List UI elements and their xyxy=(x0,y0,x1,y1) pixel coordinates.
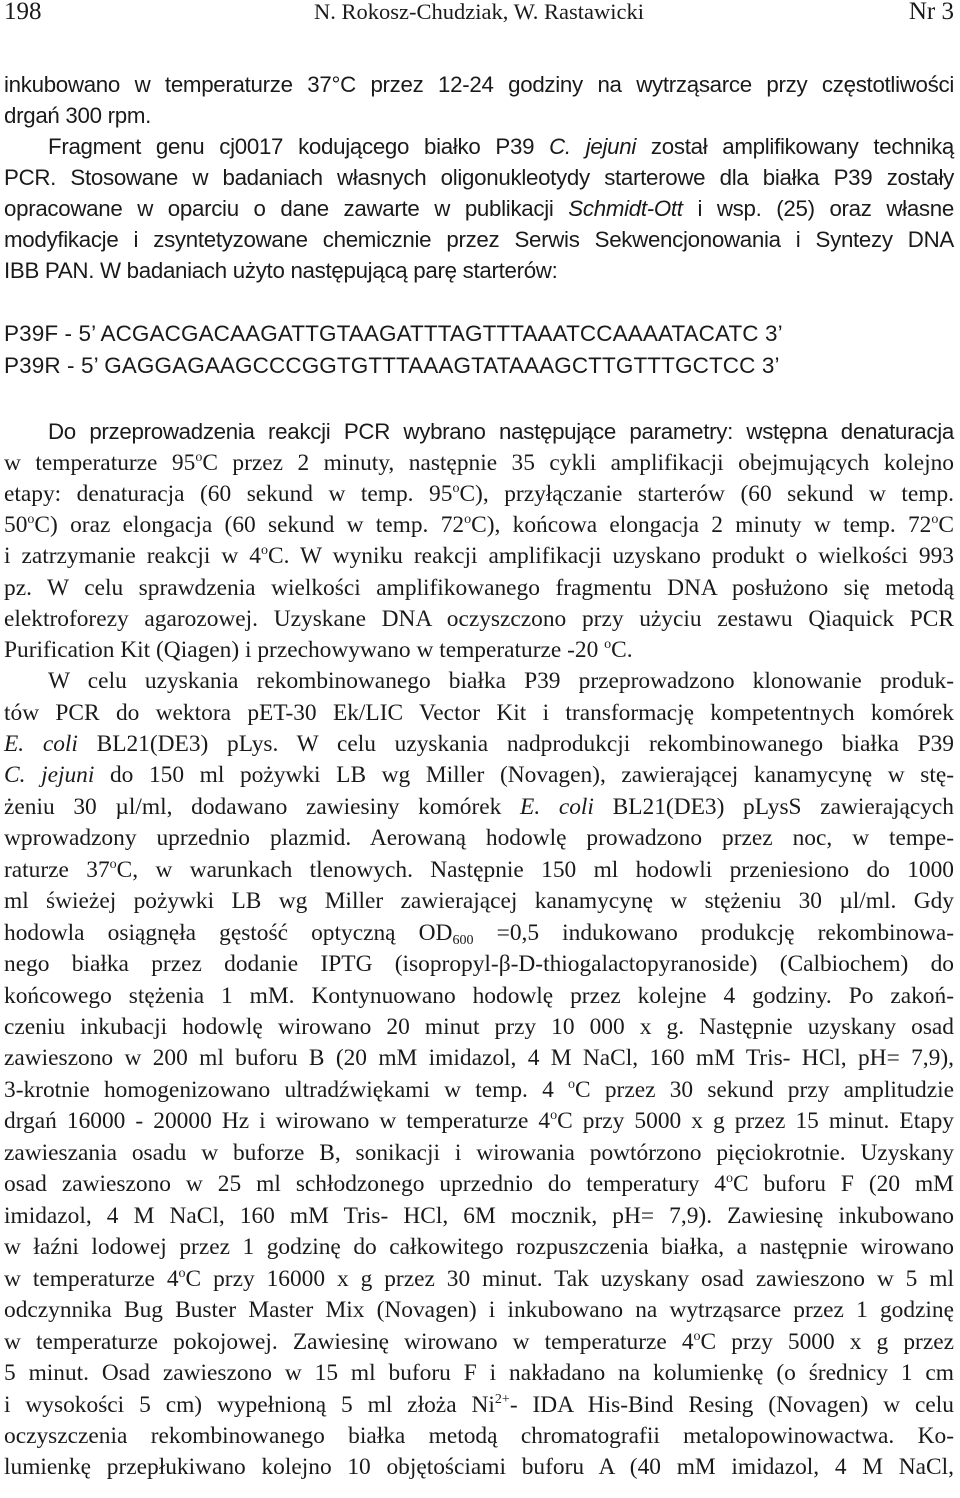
superscript: o xyxy=(195,448,203,465)
superscript: o xyxy=(109,855,117,872)
text-line: końcowego stężenia 1 mM. Kontynuowano hodowlę przez kolejne 4 godziny. Po zakoń- xyxy=(4,983,954,1009)
text-line: PCR. Stosowane w badaniach własnych oligonukleotydy starterowe dla białka P39 zostały xyxy=(4,165,954,190)
text-line: W celu uzyskania rekombinowanego białka P39 przeprowadzono klonowanie produk- xyxy=(48,668,954,694)
text-line: pz. W celu sprawdzenia wielkości amplifikowanego fragmentu DNA posłużono się metodą xyxy=(4,575,954,601)
subscript: 600 xyxy=(452,932,474,949)
text-line: i zatrzymanie reakcji w 4$^o$C. W wyniku reakcji amplifikacji uzyskano produkt o wielkości 993 xyxy=(4,541,954,569)
running-header xyxy=(4,0,954,30)
text-line: hodowla osiągnęła gęstość optyczną $OD_{600} =0,5$ indukowano produkcję rekombinowa- xyxy=(4,920,954,949)
text-line: odczynnika Bug Buster Master Mix (Novagen) i inkubowano na wytrząsarce przez 1 godzinę xyxy=(4,1297,954,1323)
superscript: o xyxy=(178,1264,186,1281)
superscript: 2+ xyxy=(494,1390,510,1407)
superscript: o xyxy=(568,1075,576,1092)
italic-term: Schmidt-Ott xyxy=(568,196,683,221)
text-line: 50$^o$C) oraz elongacja (60 sekund w temp. 72$^o$C), końcowa elongacja 2 minuty w temp. 72$^o$C xyxy=(4,510,955,538)
text-line: 5 minut. Osad zawieszono w 15 ml buforu F i nakładano na kolumienkę (o średnicy 1 cm xyxy=(4,1360,954,1386)
text-line: IBB PAN. W badaniach użyto następującą parę starterów: xyxy=(4,258,558,283)
superscript: o xyxy=(931,510,939,527)
page-number: 198 xyxy=(4,0,42,25)
italic-term: E. coli xyxy=(520,794,594,820)
text-line: drgań 16000 - 20000 Hz i wirowano w temperaturze 4$^o$C przy 5000 x g przez 15 minut. Etapy xyxy=(4,1106,954,1134)
italic-term: E. coli xyxy=(4,731,78,757)
text-line: imidazol, 4 M NaCl, 160 mM Tris- HCl, 6M mocznik, pH= 7,9). Zawiesinę inkubowano xyxy=(4,1203,954,1229)
text-line: raturze 37$^o$C, w warunkach tlenowych. Następnie 150 ml hodowli przeniesiono do 1000 xyxy=(4,855,954,883)
superscript: o xyxy=(725,1169,733,1186)
text-line: Purification Kit (Qiagen) i przechowywano w temperaturze -20 $^o$C. xyxy=(4,635,633,663)
text-line: C. jejuni do 150 ml pożywki LB wg Miller (Novagen), zawierającej kanamycynę w stę- xyxy=(4,762,954,788)
text-line: zawieszania osadu w buforze B, sonikacji i wirowania powtórzono pięciokrotnie. Uzyskany xyxy=(4,1140,954,1166)
text-line: opracowane w oparciu o dane zawarte w publikacji Schmidt-Ott i wsp. (25) oraz własne xyxy=(4,196,954,221)
text-line: w temperaturze 4$^o$C przy 16000 x g przez 30 minut. Tak uzyskany osad zawieszono w 5 ml xyxy=(4,1264,954,1292)
superscript: o xyxy=(452,479,460,496)
text-line: etapy: denaturacja (60 sekund w temp. 95$^o$C), przyłączanie starterów (60 sekund w temp. xyxy=(4,479,954,507)
text-line: 3-krotnie homogenizowano ultradźwiękami w temp. 4 $^o$C przez 30 sekund przy amplitudzie xyxy=(4,1075,955,1103)
text-line: zawieszono w 200 ml buforu B (20 mM imidazol, 4 M NaCl, 160 mM Tris- HCl, pH= 7,9), xyxy=(4,1045,954,1071)
text-line: w temperaturze pokojowej. Zawiesinę wirowano w temperaturze 4$^o$C przy 5000 x g przez xyxy=(4,1327,954,1355)
text-line: ml świeżej pożywki LB wg Miller zawierającej kanamycynę w stężeniu 30 µl/ml. Gdy xyxy=(4,888,954,914)
superscript: o xyxy=(550,1106,558,1123)
text-line: w temperaturze 95$^o$C przez 2 minuty, następnie 35 cykli amplifikacji obejmujących kolejno xyxy=(4,448,954,476)
text-line: osad zawieszono w 25 ml schłodzonego uprzednio do temperatury 4$^o$C buforu F (20 mM xyxy=(4,1169,954,1197)
superscript: o xyxy=(27,510,35,527)
text-line: Do przeprowadzenia reakcji PCR wybrano następujące parametry: wstępna denaturacja xyxy=(48,419,954,444)
text-line: nego białka przez dodanie IPTG (isopropyl-β-D-thiogalactopyranoside) (Calbiochem) do xyxy=(4,951,954,977)
issue-number: Nr 3 xyxy=(908,0,954,25)
italic-term: C. jejuni xyxy=(549,134,637,159)
text-line: Fragment genu cj0017 kodującego białko P39 C. jejuni został amplifikowany techniką xyxy=(48,134,954,159)
primer-sequence: P39F - 5’ ACGACGACAAGATTGTAAGATTTAGTTTAAATCCAAAATACATC 3’ xyxy=(4,321,783,346)
superscript: o xyxy=(693,1327,701,1344)
text-line: i wysokości 5 cm) wypełnioną 5 ml złoża $Ni^{2+}-$ IDA His-Bind Resing (Novagen) w celu xyxy=(4,1390,954,1418)
text-line: tów PCR do wektora pET-30 Ek/LIC Vector Kit i transformację kompetentnych komórek xyxy=(4,700,954,726)
text-line: inkubowano w temperaturze 37°C przez 12-24 godziny na wytrząsarce przy częstotliwości xyxy=(4,72,954,97)
text-line: oczyszczenia rekombinowanego białka metodą chromatografii metalopowinowactwa. Ko- xyxy=(4,1423,954,1449)
text-line: elektroforezy agarozowej. Uzyskane DNA oczyszczono przy użyciu zestawu Qiaquick PCR xyxy=(4,606,954,632)
text-line: żeniu 30 µl/ml, dodawano zawiesiny komórek E. coli BL21(DE3) pLysS zawierających xyxy=(4,794,954,820)
italic-term: C. jejuni xyxy=(4,762,95,788)
superscript: o xyxy=(260,541,268,558)
running-header-authors: N. Rokosz-Chudziak, W. Rastawicki xyxy=(314,0,644,24)
text-line: E. coli BL21(DE3) pLys. W celu uzyskania nadprodukcji rekombinowanego białka P39 xyxy=(4,731,954,757)
superscript: o xyxy=(464,510,472,527)
text-line: drgań 300 rpm. xyxy=(4,103,152,128)
text-line: modyfikacje i zsyntetyzowane chemicznie przez Serwis Sekwencjonowania i Syntezy DNA xyxy=(4,227,954,252)
text-line: wprowadzony uprzednio plazmid. Aerowaną hodowlę prowadzono przez noc, w tempe- xyxy=(4,825,954,851)
primer-sequence: P39R - 5’ GAGGAGAAGCCCGGTGTTTAAAGTATAAAGCTTGTTTGCTCC 3’ xyxy=(4,353,780,378)
text-line: w łaźni lodowej przez 1 godzinę do całkowitego rozpuszczenia białka, a następnie wirowano xyxy=(4,1234,954,1260)
superscript: o xyxy=(604,635,612,652)
text-line: lumienkę przepłukiwano kolejno 10 objętościami buforu A (40 mM imidazol, 4 M NaCl, xyxy=(4,1454,954,1480)
text-line: czeniu inkubacji hodowlę wirowano 20 minut przy 10 000 x g. Następnie uzyskany osad xyxy=(4,1014,954,1040)
